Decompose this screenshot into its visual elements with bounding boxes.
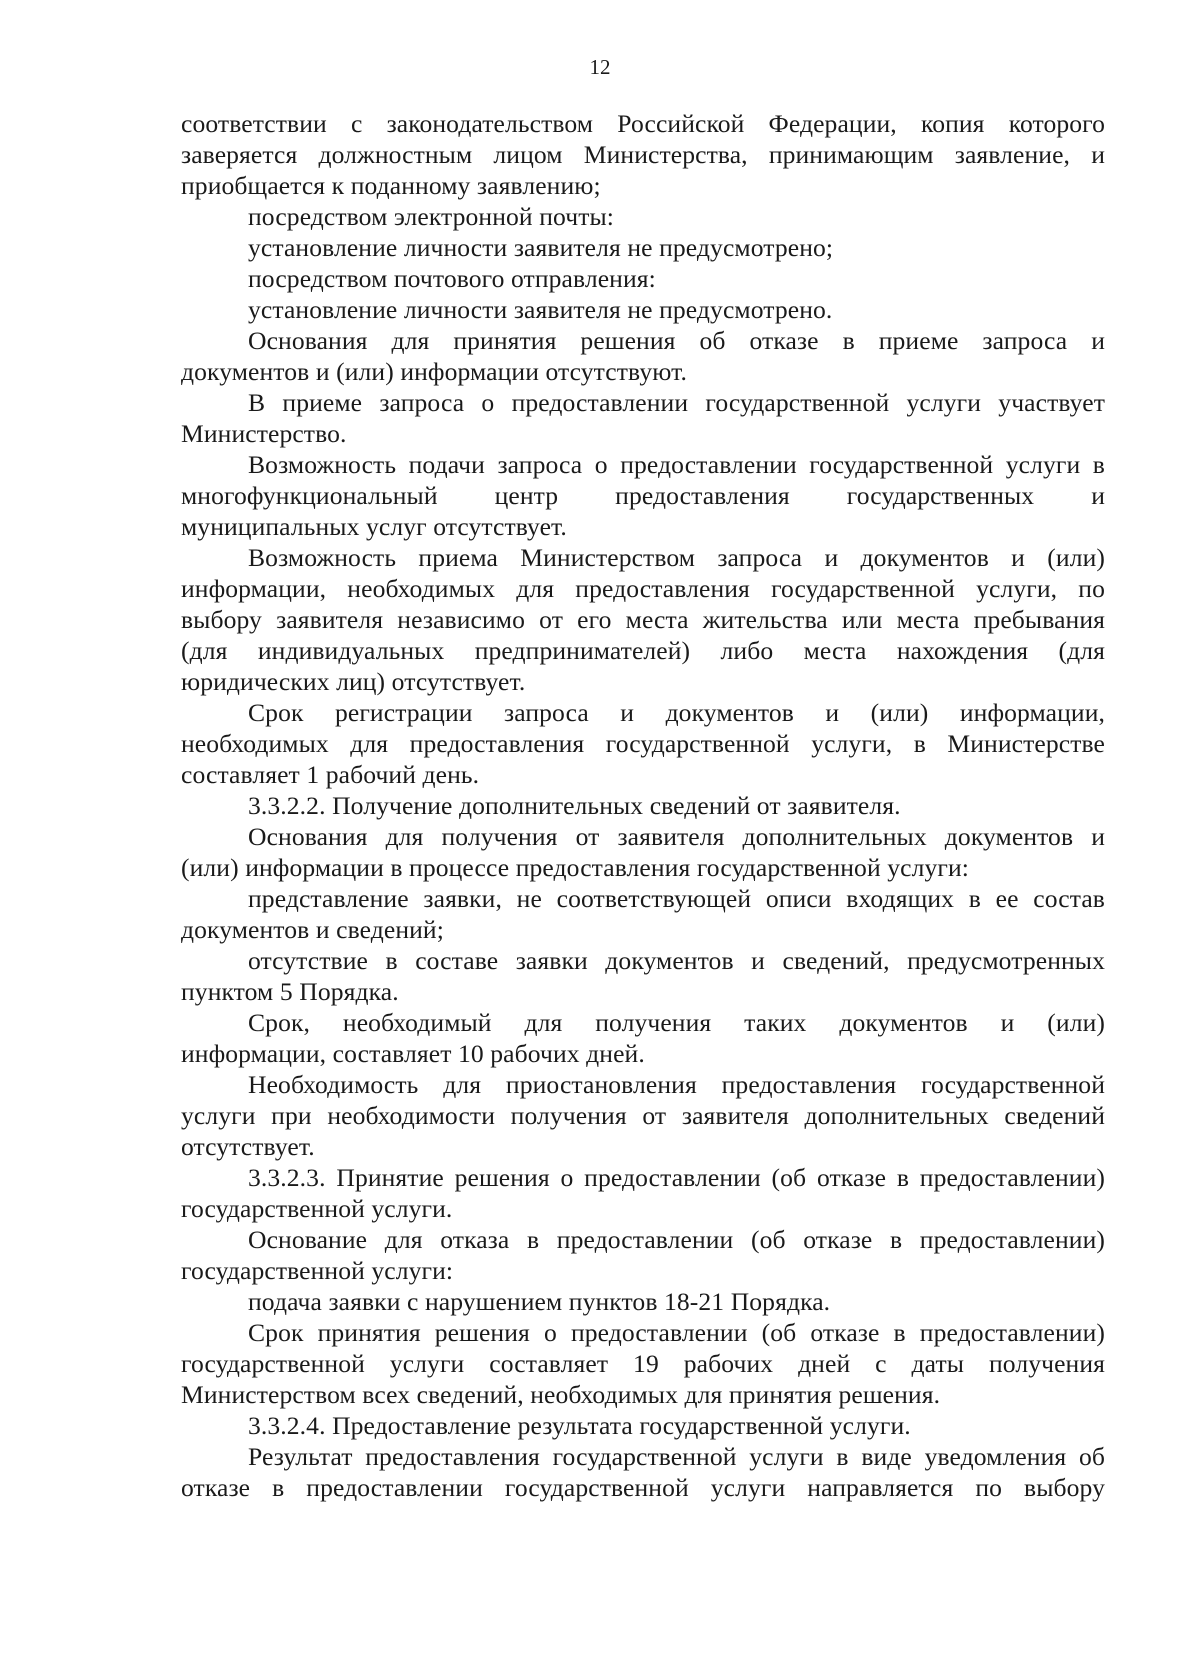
- page-number: 12: [589, 55, 611, 79]
- document-body: [181, 108, 1105, 1503]
- text-line: муниципальных услуг отсутствует.: [181, 512, 567, 541]
- text-line: государственной услуги.: [181, 1194, 453, 1223]
- text-line: Основание для отказа в предоставлении (об отказе в предоставлении): [248, 1225, 1105, 1254]
- text-line: услуги при необходимости получения от заявителя дополнительных сведений: [181, 1101, 1105, 1130]
- text-line: В приеме запроса о предоставлении государственной услуги участвует: [248, 388, 1105, 417]
- text-line: 3.3.2.2. Получение дополнительных сведений от заявителя.: [248, 791, 901, 820]
- text-line: юридических лиц) отсутствует.: [181, 667, 526, 696]
- text-line: Основания для принятия решения об отказе в приеме запроса и: [248, 326, 1105, 355]
- text-line: приобщается к поданному заявлению;: [181, 171, 601, 200]
- text-line: Необходимость для приостановления предоставления государственной: [248, 1070, 1105, 1099]
- text-line: отсутствует.: [181, 1132, 315, 1161]
- text-line: информации, составляет 10 рабочих дней.: [181, 1039, 645, 1068]
- text-line: отказе в предоставлении государственной услуги направляется по выбору: [181, 1473, 1105, 1502]
- text-line: (для индивидуальных предпринимателей) либо места нахождения (для: [181, 636, 1105, 665]
- text-line: Возможность приема Министерством запроса и документов и (или): [248, 543, 1105, 572]
- text-line: государственной услуги составляет 19 рабочих дней с даты получения: [181, 1349, 1105, 1378]
- text-line: Возможность подачи запроса о предоставлении государственной услуги в: [248, 450, 1105, 479]
- text-line: пунктом 5 Порядка.: [181, 977, 399, 1006]
- text-line: многофункциональный центр предоставления государственных и: [181, 481, 1105, 510]
- text-line: соответствии с законодательством Российской Федерации, копия которого: [181, 109, 1105, 138]
- text-line: 3.3.2.4. Предоставление результата государственной услуги.: [248, 1411, 911, 1440]
- text-line: документов и сведений;: [181, 915, 444, 944]
- text-line: посредством почтового отправления:: [248, 264, 656, 293]
- text-line: представление заявки, не соответствующей описи входящих в ее состав: [248, 884, 1105, 913]
- text-line: установление личности заявителя не предусмотрено;: [248, 233, 834, 262]
- text-line: Основания для получения от заявителя дополнительных документов и: [248, 822, 1105, 851]
- text-line: информации, необходимых для предоставления государственной услуги, по: [181, 574, 1105, 603]
- text-line: Срок регистрации запроса и документов и (или) информации,: [248, 698, 1105, 727]
- text-line: Министерство.: [181, 419, 347, 448]
- text-line: документов и (или) информации отсутствуют.: [181, 357, 687, 386]
- text-line: Результат предоставления государственной услуги в виде уведомления об: [248, 1442, 1105, 1471]
- text-line: отсутствие в составе заявки документов и сведений, предусмотренных: [248, 946, 1105, 975]
- text-line: установление личности заявителя не предусмотрено.: [248, 295, 833, 324]
- text-line: заверяется должностным лицом Министерства, принимающим заявление, и: [181, 140, 1105, 169]
- text-line: Срок принятия решения о предоставлении (об отказе в предоставлении): [248, 1318, 1105, 1347]
- text-line: Срок, необходимый для получения таких документов и (или): [248, 1008, 1105, 1037]
- text-line: составляет 1 рабочий день.: [181, 760, 480, 789]
- text-line: 3.3.2.3. Принятие решения о предоставлении (об отказе в предоставлении): [248, 1163, 1105, 1192]
- text-line: государственной услуги:: [181, 1256, 454, 1285]
- text-line: посредством электронной почты:: [248, 202, 615, 231]
- text-line: Министерством всех сведений, необходимых для принятия решения.: [181, 1380, 941, 1409]
- text-line: выбору заявителя независимо от его места жительства или места пребывания: [181, 605, 1105, 634]
- text-line: необходимых для предоставления государственной услуги, в Министерстве: [181, 729, 1105, 758]
- text-line: подача заявки с нарушением пунктов 18-21 Порядка.: [248, 1287, 831, 1316]
- text-line: (или) информации в процессе предоставления государственной услуги:: [181, 853, 969, 882]
